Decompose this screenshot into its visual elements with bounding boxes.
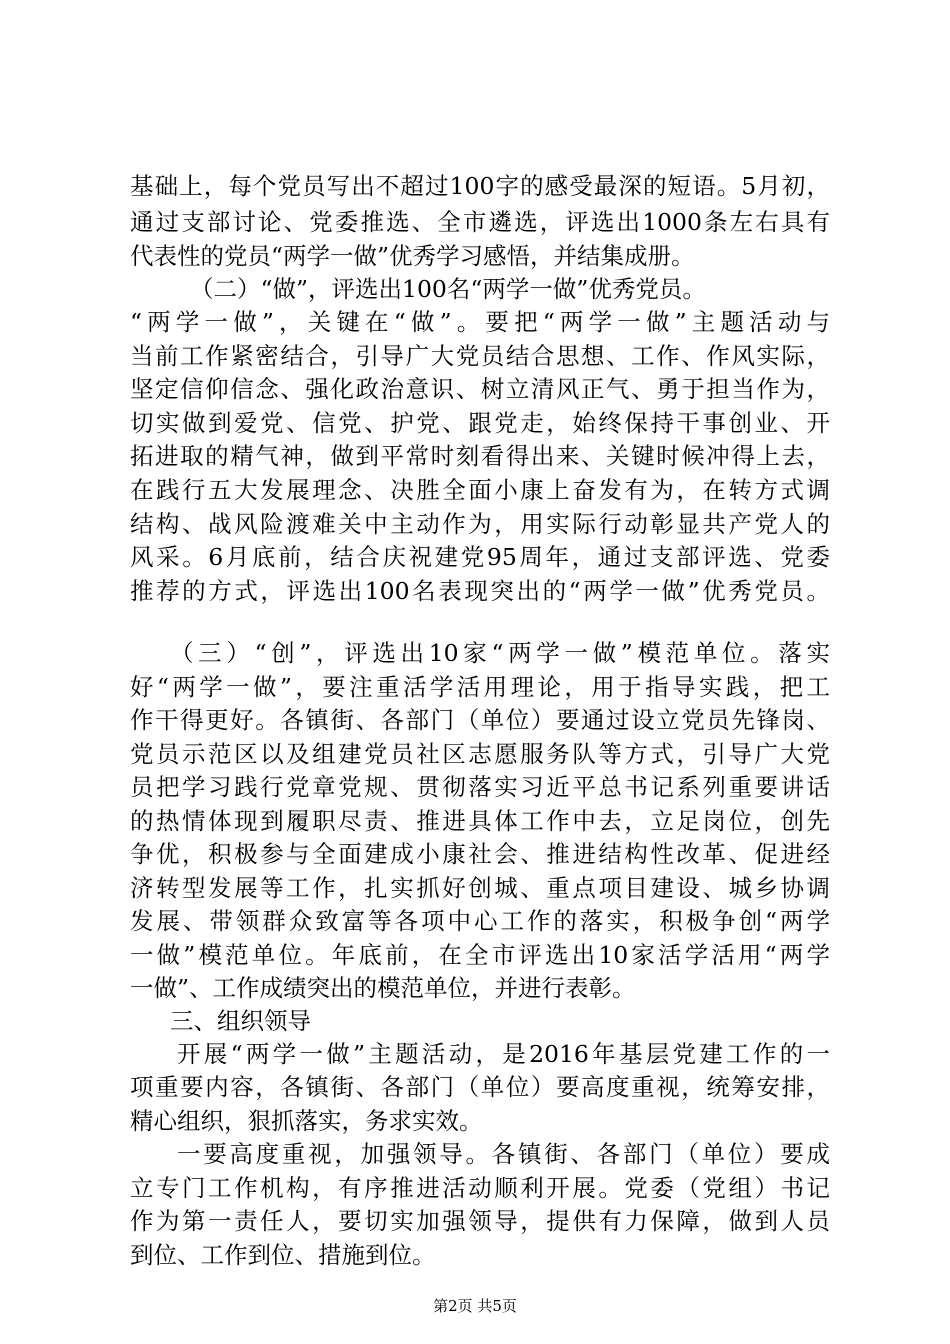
text-line: “两学一做”，关键在“做”。要把“两学一做”主题活动与 xyxy=(130,308,830,336)
text-line: 切实做到爱党、信党、护党、跟党走，始终保持干事创业、开 xyxy=(130,409,830,437)
text-line: 坚定信仰信念、强化政治意识、树立清风正气、勇于担当作为， xyxy=(130,375,830,403)
text-line: 开展“两学一做”主题活动，是2016年基层党建工作的一 xyxy=(177,1040,830,1068)
text-line: 发展、带领群众致富等各项中心工作的落实，积极争创“两学 xyxy=(130,907,830,935)
text-line: 结构、战风险渡难关中主动作为，用实际行动彰显共产党人的 xyxy=(130,510,830,538)
text-line: 到位、工作到位、措施到位。 xyxy=(130,1241,436,1269)
page-footer: 第2页 共5页 xyxy=(433,1297,517,1315)
text-line: 作干得更好。各镇街、各部门（单位）要通过设立党员先锋岗、 xyxy=(130,706,830,734)
text-line: 的热情体现到履职尽责、推进具体工作中去，立足岗位，创先 xyxy=(130,807,830,835)
text-line: 一要高度重视，加强领导。各镇街、各部门（单位）要成 xyxy=(177,1140,830,1168)
section-heading: 三、组织领导 xyxy=(170,1007,311,1035)
text-line: 员把学习践行党章党规、贯彻落实习近平总书记系列重要讲话 xyxy=(130,773,830,801)
text-line: 在践行五大发展理念、决胜全面小康上奋发有为，在转方式调 xyxy=(130,476,830,504)
text-line: 济转型发展等工作，扎实抓好创城、重点项目建设、城乡协调 xyxy=(130,874,830,902)
text-line: 作为第一责任人，要切实加强领导，提供有力保障，做到人员 xyxy=(130,1207,830,1235)
text-line: 一做”、工作成绩突出的模范单位，并进行表彰。 xyxy=(130,974,636,1002)
section-heading-line: （三）“创”，评选出10家“两学一做”模范单位。落实 xyxy=(170,639,830,667)
text-line: 基础上，每个党员写出不超过100字的感受最深的短语。5月初， xyxy=(130,172,830,200)
text-line: 推荐的方式，评选出100名表现突出的“两学一做”优秀党员。 xyxy=(130,577,830,605)
text-line: 拓进取的精气神，做到平常时刻看得出来、关键时候冲得上去， xyxy=(130,442,830,470)
text-line: 风采。6月底前，结合庆祝建党95周年，通过支部评选、党委 xyxy=(130,543,830,571)
text-line: 精心组织，狠抓落实，务求实效。 xyxy=(130,1107,483,1135)
text-line: 立专门工作机构，有序推进活动顺利开展。党委（党组）书记 xyxy=(130,1174,830,1202)
text-line: 通过支部讨论、党委推选、全市遴选，评选出1000条左右具有 xyxy=(130,208,830,236)
section-heading-line: （二）“做”，评选出100名“两学一做”优秀党员。 xyxy=(190,275,706,303)
text-line: 代表性的党员“两学一做”优秀学习感悟，并结集成册。 xyxy=(130,242,695,270)
text-line: 一做”模范单位。年底前，在全市评选出10家活学活用“两学 xyxy=(130,941,830,969)
text-line: 好“两学一做”，要注重活学活用理论，用于指导实践，把工 xyxy=(130,673,830,701)
text-line: 项重要内容，各镇街、各部门（单位）要高度重视，统筹安排， xyxy=(130,1073,830,1101)
text-line: 争优，积极参与全面建成小康社会、推进结构性改革、促进经 xyxy=(130,840,830,868)
text-line: 当前工作紧密结合，引导广大党员结合思想、工作、作风实际， xyxy=(130,342,830,370)
text-line: 党员示范区以及组建党员社区志愿服务队等方式，引导广大党 xyxy=(130,740,830,768)
